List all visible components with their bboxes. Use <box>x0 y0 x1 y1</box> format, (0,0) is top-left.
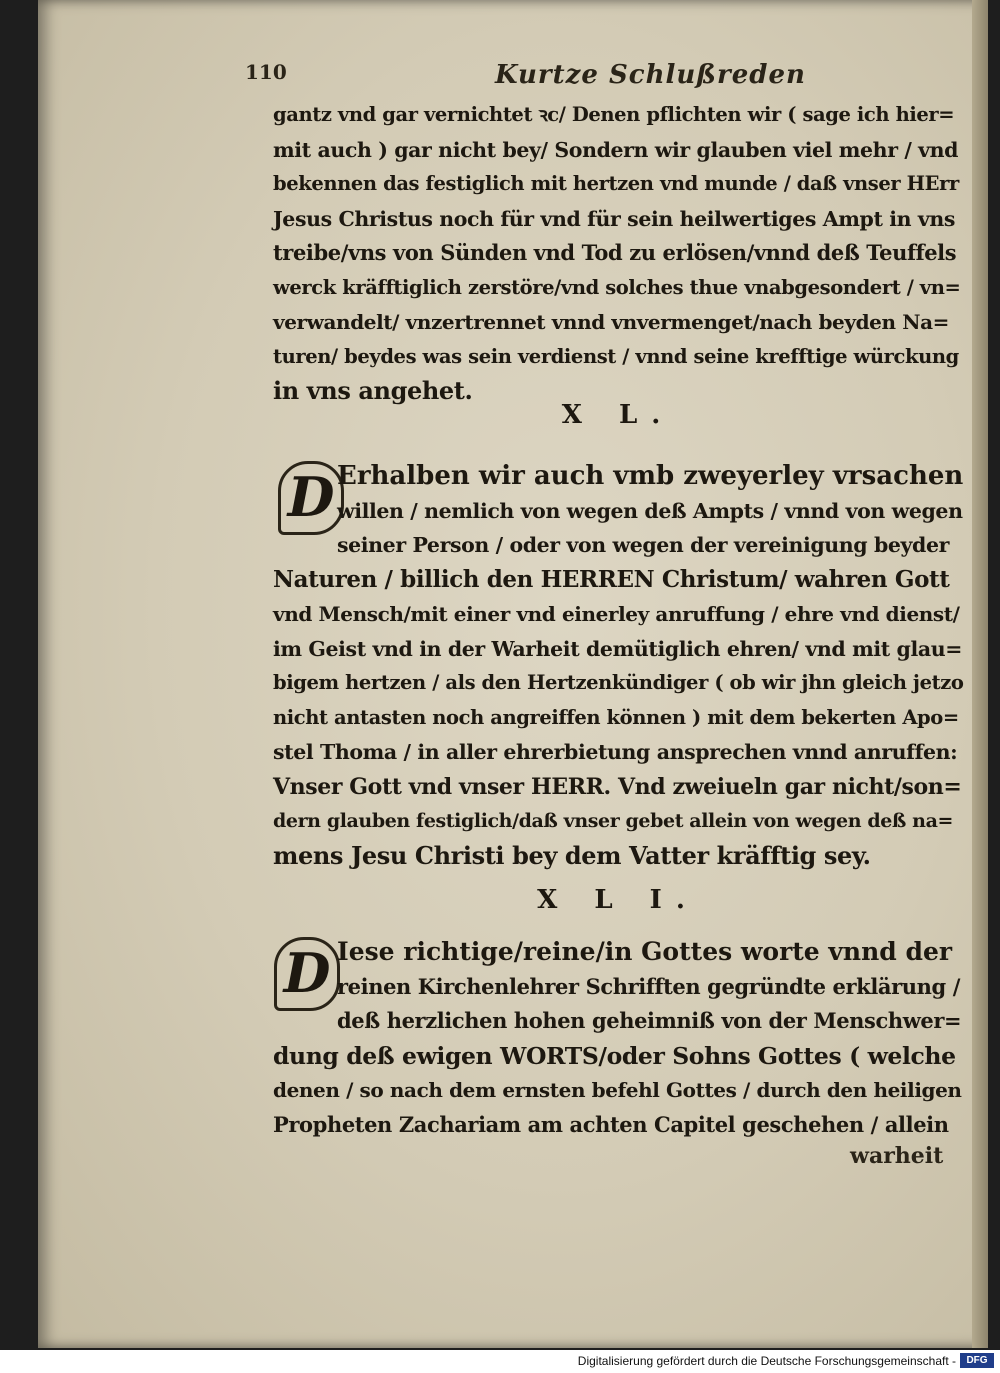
running-head: Kurtze Schlußreden <box>495 60 806 90</box>
text-line: Vnser Gott vnd vnser HERR. Vnd zweiueln gar nicht/son= <box>273 773 962 800</box>
drop-cap-initial: D <box>278 461 344 535</box>
text-line: Iese richtige/reine/in Gottes worte vnnd der <box>337 937 953 966</box>
text-line: Naturen / billich den HERREN Christum/ wahren Gott <box>273 565 950 593</box>
text-line: denen / so nach dem ernsten befehl Gottes / durch den heiligen <box>273 1078 962 1102</box>
text-line: werck kräfftiglich zerstöre/vnd solches thue vnabgesondert / vn= <box>273 275 961 299</box>
page-header <box>245 60 925 90</box>
text-line: im Geist vnd in der Warheit demütiglich ehren/ vnd mit glau= <box>273 636 963 661</box>
text-line: reinen Kirchenlehrer Schrifften gegründte erklärung / <box>337 973 960 999</box>
text-line: bekennen das festiglich mit hertzen vnd munde / daß vnser HErr <box>273 172 959 195</box>
page-gutter <box>972 0 988 1348</box>
page-number: 110 <box>245 60 287 84</box>
text-line: seiner Person / oder von wegen der vereinigung beyder <box>337 533 950 557</box>
text-line: treibe/vns von Sünden vnd Tod zu erlösen/vnnd deß Teuffels <box>273 240 957 265</box>
text-line: willen / nemlich von wegen deß Ampts / vnnd von wegen <box>337 498 963 523</box>
text-line: deß herzlichen hohen geheimniß von der Menschwer= <box>337 1008 962 1033</box>
text-line: bigem hertzen / als den Hertzenkündiger ( ob wir jhn gleich jetzo <box>273 671 964 694</box>
footer-bar <box>0 1350 1000 1373</box>
text-line: vnd Mensch/mit einer vnd einerley anruffung / ehre vnd dienst/ <box>273 602 960 626</box>
text-line: dern glauben festiglich/daß vnser gebet allein von wegen deß na= <box>273 810 954 832</box>
text-line: gantz vnd gar vernichtet ꝛc/ Denen pflichten wir ( sage ich hier= <box>273 103 955 126</box>
drop-cap-initial: D <box>274 937 340 1011</box>
section-41-body <box>273 935 963 1142</box>
text-line: nicht antasten noch angreiffen können ) mit dem bekerten Apo= <box>273 705 959 729</box>
text-line: mens Jesu Christi bey dem Vatter kräfftig sey. <box>273 840 871 870</box>
section-heading-40: X L. <box>561 400 675 430</box>
text-line: Erhalben wir auch vmb zweyerley vrsachen <box>337 461 964 491</box>
text-line: in vns angehet. <box>273 376 473 405</box>
text-line: turen/ beydes was sein verdienst / vnnd seine krefftige würckung <box>273 344 959 368</box>
dfg-logo-icon[interactable]: DFG <box>960 1353 994 1368</box>
footer-credit: Digitalisierung gefördert durch die Deutsche Forschungsgemeinschaft - <box>577 1354 956 1368</box>
section-heading-41: X L I. <box>537 885 699 915</box>
text-line: verwandelt/ vnzertrennet vnnd vnvermenget/nach beyden Na= <box>273 310 949 334</box>
paragraph-1 <box>273 98 963 409</box>
text-line: mit auch ) gar nicht bey/ Sondern wir glauben viel mehr / vnd <box>273 137 959 162</box>
catchword: warheit <box>850 1143 944 1169</box>
text-line: Jesus Christus noch für vnd für sein heilwertiges Ampt in vns <box>273 206 956 231</box>
section-40-body <box>273 459 963 873</box>
text-line: dung deß ewigen WORTS/oder Sohns Gottes ( welche <box>273 1041 956 1070</box>
text-line: stel Thoma / in aller ehrerbietung ansprechen vnnd anruffen: <box>273 740 958 764</box>
text-line: Propheten Zachariam am achten Capitel geschehen / allein <box>273 1111 949 1137</box>
